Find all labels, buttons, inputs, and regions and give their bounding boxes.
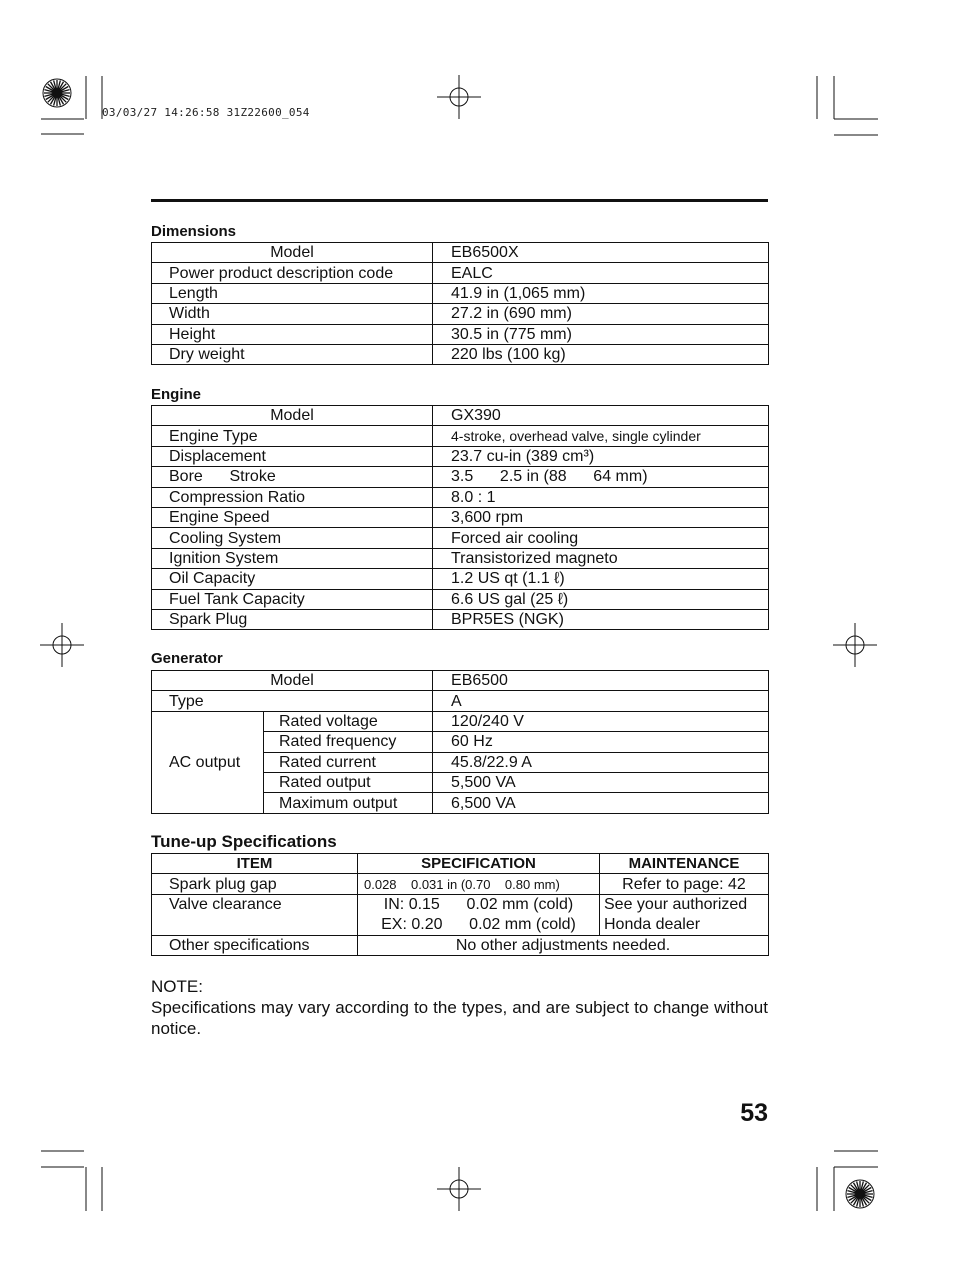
row-label: Fuel Tank Capacity xyxy=(152,589,433,609)
generator-model-value: EB6500 xyxy=(433,671,769,691)
dimensions-title: Dimensions xyxy=(151,223,237,240)
valve-in-spec: IN: 0.15 0.02 mm (cold) xyxy=(383,895,574,913)
row-label: Spark Plug xyxy=(152,609,433,629)
row-value: 120/240 V xyxy=(433,711,769,731)
row-label: Rated output xyxy=(264,772,433,792)
table-row xyxy=(152,874,769,894)
row-label: Power product description code xyxy=(152,263,433,283)
engine-title: Engine xyxy=(151,386,202,403)
row-label: Length xyxy=(152,283,433,303)
table-row xyxy=(152,671,769,691)
table-row xyxy=(152,691,769,711)
row-label: Valve clearance xyxy=(152,894,358,935)
dimensions-model-label: Model xyxy=(152,243,433,263)
row-value: 3,600 rpm xyxy=(433,507,769,527)
row-maintenance: Refer to page: 42 xyxy=(600,874,769,894)
valve-maintenance-line2: Honda dealer xyxy=(604,915,701,933)
table-row xyxy=(152,344,769,364)
row-value: 220 lbs (100 kg) xyxy=(433,344,769,364)
row-value: EALC xyxy=(433,263,769,283)
table-row xyxy=(152,711,769,731)
row-value: 0.028 0.031 in (0.70 0.80 mm) xyxy=(358,874,600,894)
row-value: Transistorized magneto xyxy=(433,548,769,568)
valve-ex-spec: EX: 0.20 0.02 mm (cold) xyxy=(381,915,576,933)
engine-table xyxy=(151,405,769,630)
ac-output-label: AC output xyxy=(152,711,264,813)
row-value: No other adjustments needed. xyxy=(358,935,769,955)
dimensions-model-value: EB6500X xyxy=(433,243,769,263)
generator-type-value: A xyxy=(433,691,769,711)
row-value: 30.5 in (775 mm) xyxy=(433,324,769,344)
table-row xyxy=(152,894,769,935)
tuneup-table xyxy=(151,853,769,956)
row-value: 6.6 US gal (25 ℓ) xyxy=(433,589,769,609)
row-value: BPR5ES (NGK) xyxy=(433,609,769,629)
table-row xyxy=(152,263,769,283)
table-row xyxy=(152,304,769,324)
row-value: Forced air cooling xyxy=(433,528,769,548)
row-value: 41.9 in (1,065 mm) xyxy=(433,283,769,303)
header-rule xyxy=(151,199,768,202)
row-label: Rated frequency xyxy=(264,732,433,752)
row-label: Rated current xyxy=(264,752,433,772)
column-header-specification: SPECIFICATION xyxy=(358,854,600,874)
row-label: Ignition System xyxy=(152,548,433,568)
row-label: Oil Capacity xyxy=(152,569,433,589)
row-value: 1.2 US qt (1.1 ℓ) xyxy=(433,569,769,589)
table-row xyxy=(152,569,769,589)
dimensions-table xyxy=(151,242,769,365)
table-row xyxy=(152,609,769,629)
row-value: 45.8/22.9 A xyxy=(433,752,769,772)
row-label: Width xyxy=(152,304,433,324)
row-label: Compression Ratio xyxy=(152,487,433,507)
row-label: Engine Speed xyxy=(152,507,433,527)
note-text: Specifications may vary according to the types, and are subject to change without notice. xyxy=(151,998,768,1038)
row-label: Rated voltage xyxy=(264,711,433,731)
generator-model-label: Model xyxy=(152,671,433,691)
row-label: Displacement xyxy=(152,446,433,466)
row-label: Bore Stroke xyxy=(152,467,433,487)
row-value: 3.5 2.5 in (88 64 mm) xyxy=(433,467,769,487)
row-value: 4-stroke, overhead valve, single cylinder xyxy=(433,426,769,446)
table-row xyxy=(152,548,769,568)
generator-table xyxy=(151,670,769,814)
table-row xyxy=(152,467,769,487)
note-label: NOTE: xyxy=(151,977,203,996)
table-row xyxy=(152,935,769,955)
table-header-row xyxy=(152,854,769,874)
generator-title: Generator xyxy=(151,650,223,667)
table-row xyxy=(152,528,769,548)
page-number: 53 xyxy=(740,1099,768,1127)
row-value: 8.0 : 1 xyxy=(433,487,769,507)
row-label: Maximum output xyxy=(264,793,433,813)
row-label: Engine Type xyxy=(152,426,433,446)
row-value: 23.7 cu-in (389 cm³) xyxy=(433,446,769,466)
table-row xyxy=(152,324,769,344)
row-value: 6,500 VA xyxy=(433,793,769,813)
engine-model-value: GX390 xyxy=(433,406,769,426)
column-header-maintenance: MAINTENANCE xyxy=(600,854,769,874)
engine-model-label: Model xyxy=(152,406,433,426)
valve-maintenance-line1: See your authorized xyxy=(604,895,748,913)
row-value: 5,500 VA xyxy=(433,772,769,792)
column-header-item: ITEM xyxy=(152,854,358,874)
table-row xyxy=(152,426,769,446)
table-row xyxy=(152,243,769,263)
row-label: Other specifications xyxy=(152,935,358,955)
generator-type-label: Type xyxy=(152,691,433,711)
row-label: Height xyxy=(152,324,433,344)
row-value: 60 Hz xyxy=(433,732,769,752)
row-label: Cooling System xyxy=(152,528,433,548)
table-row xyxy=(152,406,769,426)
tuneup-title: Tune-up Specifications xyxy=(151,832,337,851)
table-row xyxy=(152,507,769,527)
print-slug: 03/03/27 14:26:58 31Z22600_054 xyxy=(102,106,310,119)
row-label: Dry weight xyxy=(152,344,433,364)
table-row xyxy=(152,487,769,507)
table-row xyxy=(152,446,769,466)
row-label: Spark plug gap xyxy=(152,874,358,894)
table-row xyxy=(152,589,769,609)
table-row xyxy=(152,283,769,303)
row-value: 27.2 in (690 mm) xyxy=(433,304,769,324)
